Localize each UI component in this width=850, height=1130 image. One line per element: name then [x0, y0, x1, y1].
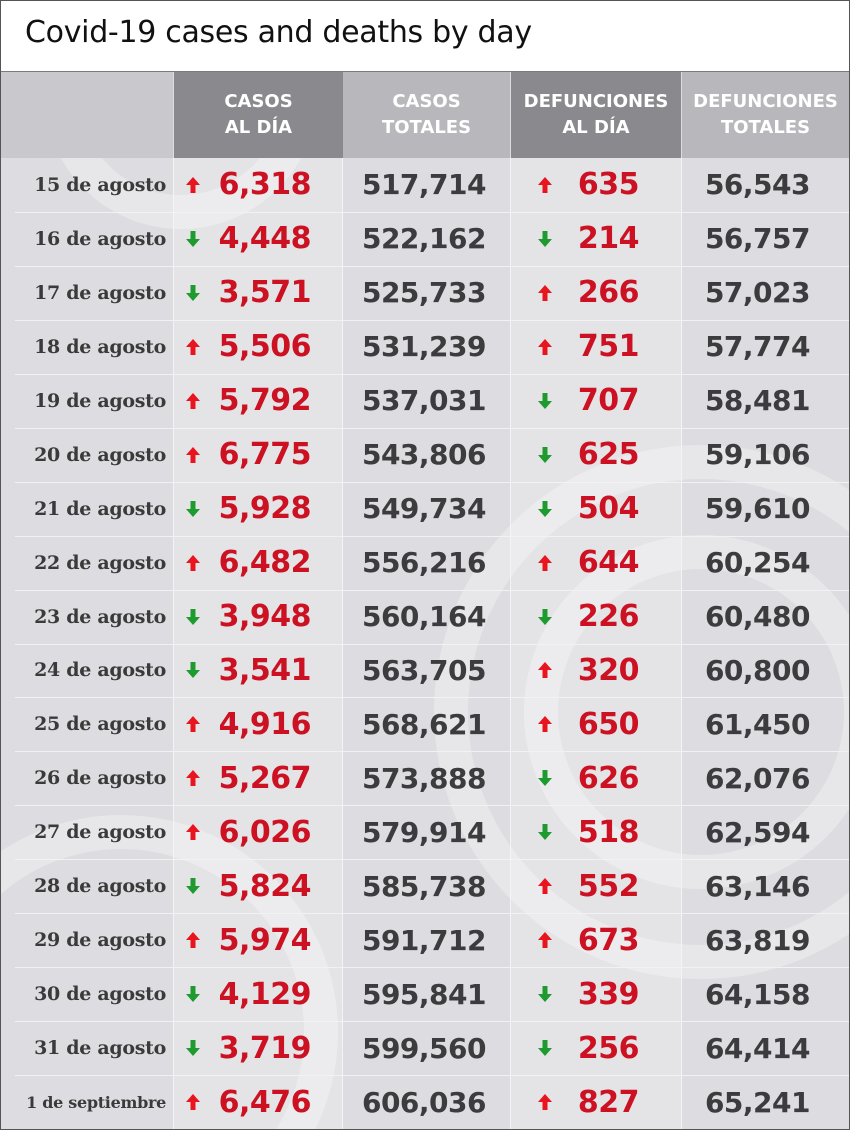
cases-day-value: 6,026	[218, 814, 311, 850]
deaths-day-value: 827	[577, 1084, 639, 1120]
deaths-day-value: 552	[577, 868, 639, 904]
row-date: 24 de agosto	[34, 659, 166, 682]
deaths-day-value: 518	[577, 814, 639, 850]
table-row	[1, 428, 849, 482]
table-row	[1, 805, 849, 859]
cases-day-value: 5,928	[218, 491, 311, 527]
header-defunciones-al-dia: DEFUNCIONES AL DÍA	[511, 72, 681, 158]
cases-total-value: 560,164	[361, 600, 486, 634]
table-row	[1, 320, 849, 374]
cases-total-value: 599,560	[361, 1031, 486, 1065]
row-date: 31 de agosto	[34, 1037, 166, 1060]
cases-day-value: 5,267	[218, 760, 311, 796]
cases-total-value: 517,714	[361, 168, 486, 202]
row-date: 18 de agosto	[34, 335, 166, 358]
deaths-day-value: 673	[577, 922, 639, 958]
deaths-total-value: 56,543	[704, 168, 810, 202]
cases-total-value: 525,733	[361, 276, 486, 310]
table-row	[1, 697, 849, 751]
cases-day-value: 5,974	[218, 922, 311, 958]
row-date: 27 de agosto	[34, 821, 166, 844]
cases-day-value: 4,129	[218, 976, 311, 1012]
cases-total-value: 531,239	[361, 330, 486, 364]
cases-total-value: 585,738	[361, 869, 486, 903]
cases-day-value: 3,719	[218, 1030, 311, 1066]
row-date: 22 de agosto	[34, 551, 166, 574]
data-table	[1, 72, 849, 1129]
table-row	[1, 212, 849, 266]
cases-total-value: 563,705	[361, 653, 486, 687]
deaths-total-value: 64,158	[704, 977, 810, 1011]
cases-total-value: 549,734	[361, 492, 486, 526]
cases-day-value: 3,571	[218, 275, 311, 311]
table-row	[1, 590, 849, 644]
cases-total-value: 606,036	[361, 1085, 486, 1119]
deaths-day-value: 626	[577, 760, 639, 796]
cases-total-value: 573,888	[361, 761, 486, 795]
row-date: 23 de agosto	[34, 605, 166, 628]
deaths-total-value: 63,819	[704, 923, 810, 957]
table-row	[1, 751, 849, 805]
cases-total-value: 579,914	[361, 815, 486, 849]
table-row	[1, 158, 849, 212]
row-date: 17 de agosto	[34, 281, 166, 304]
deaths-total-value: 56,757	[704, 222, 810, 256]
deaths-day-value: 214	[577, 221, 639, 257]
cases-day-value: 6,482	[218, 545, 311, 581]
table-row	[1, 374, 849, 428]
cases-day-value: 6,775	[218, 437, 311, 473]
deaths-total-value: 57,774	[704, 330, 810, 364]
deaths-total-value: 60,254	[704, 546, 810, 580]
header-casos-totales: CASOS TOTALES	[343, 72, 510, 158]
deaths-total-value: 57,023	[704, 276, 810, 310]
cases-total-value: 595,841	[361, 977, 486, 1011]
deaths-total-value: 61,450	[704, 707, 810, 741]
header-defunciones-totales: DEFUNCIONES TOTALES	[682, 72, 849, 158]
row-date: 21 de agosto	[34, 497, 166, 520]
deaths-total-value: 60,800	[704, 653, 810, 687]
deaths-day-value: 504	[577, 491, 639, 527]
deaths-total-value: 63,146	[704, 869, 810, 903]
row-date: 19 de agosto	[34, 389, 166, 412]
table-row	[1, 967, 849, 1021]
row-date: 15 de agosto	[34, 173, 166, 196]
table-row	[1, 913, 849, 967]
deaths-total-value: 62,076	[704, 761, 810, 795]
cases-day-value: 3,948	[218, 599, 311, 635]
row-date: 1 de septiembre	[26, 1092, 166, 1112]
deaths-day-value: 625	[577, 437, 639, 473]
row-date: 20 de agosto	[34, 443, 166, 466]
table-row	[1, 1021, 849, 1075]
deaths-total-value: 59,610	[704, 492, 810, 526]
table-row	[1, 859, 849, 913]
cases-day-value: 6,476	[218, 1084, 311, 1120]
cases-total-value: 556,216	[361, 546, 486, 580]
chart-title: Covid-19 cases and deaths by day	[25, 15, 532, 50]
row-date: 16 de agosto	[34, 227, 166, 250]
title-bar	[1, 1, 849, 72]
cases-total-value: 522,162	[361, 222, 486, 256]
cases-total-value: 568,621	[361, 707, 486, 741]
deaths-day-value: 707	[577, 383, 639, 419]
table-row	[1, 536, 849, 590]
row-date: 26 de agosto	[34, 767, 166, 790]
cases-day-value: 5,506	[218, 329, 311, 365]
cases-day-value: 6,318	[218, 167, 311, 203]
deaths-total-value: 65,241	[704, 1085, 810, 1119]
deaths-day-value: 320	[577, 652, 639, 688]
cases-total-value: 543,806	[361, 438, 486, 472]
deaths-day-value: 226	[577, 599, 639, 635]
cases-day-value: 5,792	[218, 383, 311, 419]
cases-day-value: 5,824	[218, 868, 311, 904]
row-date: 25 de agosto	[34, 713, 166, 736]
deaths-total-value: 59,106	[704, 438, 810, 472]
table-row	[1, 644, 849, 698]
cases-day-value: 4,448	[218, 221, 311, 257]
row-date: 30 de agosto	[34, 983, 166, 1006]
deaths-day-value: 644	[577, 545, 639, 581]
table-row	[1, 266, 849, 320]
table-row	[1, 482, 849, 536]
header-casos-al-dia: CASOS AL DÍA	[174, 72, 343, 158]
row-date: 28 de agosto	[34, 875, 166, 898]
cases-total-value: 537,031	[361, 384, 486, 418]
deaths-day-value: 751	[577, 329, 639, 365]
cases-day-value: 4,916	[218, 706, 311, 742]
deaths-day-value: 635	[577, 167, 639, 203]
deaths-day-value: 256	[577, 1030, 639, 1066]
deaths-day-value: 266	[577, 275, 639, 311]
header-empty	[1, 72, 173, 158]
cases-total-value: 591,712	[361, 923, 486, 957]
cases-day-value: 3,541	[218, 652, 311, 688]
deaths-total-value: 60,480	[704, 600, 810, 634]
table-row	[1, 1075, 849, 1129]
deaths-day-value: 339	[577, 976, 639, 1012]
deaths-day-value: 650	[577, 706, 639, 742]
deaths-total-value: 62,594	[704, 815, 810, 849]
row-date: 29 de agosto	[34, 929, 166, 952]
deaths-total-value: 64,414	[704, 1031, 810, 1065]
deaths-total-value: 58,481	[704, 384, 810, 418]
